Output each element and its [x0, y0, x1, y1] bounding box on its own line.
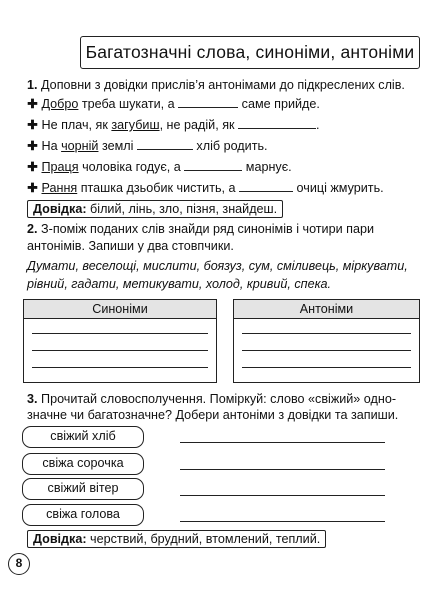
- task3-number: 3.: [27, 392, 38, 406]
- task2-words-line-1: Думати, веселощі, мислити, боязуз, сум, сміливець, міркувати,: [27, 259, 408, 273]
- proverb-1: [27, 97, 320, 112]
- proverb-text: землі: [98, 139, 137, 153]
- task1-instruction-text: Доповни з довідки прислів’я антонімами до підкреслених слів.: [41, 78, 405, 92]
- antonyms-header: Антоніми: [234, 300, 419, 319]
- proverb-text: , не радій, як: [159, 118, 239, 132]
- answer-blank[interactable]: [137, 141, 193, 150]
- answer-line[interactable]: [32, 367, 208, 368]
- proverb-text: треба шукати, а: [78, 97, 179, 111]
- proverb-text: На: [41, 139, 62, 153]
- answer-line[interactable]: [180, 442, 385, 443]
- underlined-word: Праця: [41, 160, 79, 174]
- underlined-word: загубиш: [111, 118, 160, 132]
- task2-instruction-text: З-поміж поданих слів знайди ряд синонімів і чотири пари: [41, 222, 374, 236]
- answer-line[interactable]: [32, 333, 208, 334]
- task3-instruction-line-2: значне чи багатозначне? Добери антоніми з довідки та запиши.: [27, 408, 399, 422]
- task1-hint-box: [27, 200, 283, 218]
- synonyms-header: Синоніми: [24, 300, 216, 319]
- answer-line[interactable]: [180, 469, 385, 470]
- underlined-word: Рання: [41, 181, 78, 195]
- proverb-text: очиці жмурить.: [293, 181, 384, 195]
- proverb-5: [27, 181, 384, 196]
- task3-instruction-text: Прочитай словосполучення. Поміркуй: слово «свіжий» одно-: [41, 392, 397, 406]
- phrase-pill: свіжа сорочка: [22, 453, 144, 475]
- proverb-text: чоловіка годує, а: [78, 160, 185, 174]
- bullet-icon: ✚: [27, 160, 38, 174]
- phrase-pill: свіжий вітер: [22, 478, 144, 500]
- proverb-3: [27, 139, 268, 154]
- task3-instruction-line-1: [27, 392, 396, 407]
- proverb-2: ✚ Не плач, як загубиш, не радій, як .: [27, 118, 320, 132]
- proverb-text: пташка дзьобик чистить, а: [77, 181, 240, 195]
- proverb-text: Не плач, як: [41, 118, 112, 132]
- bullet-icon: ✚: [27, 139, 38, 153]
- antonyms-table: [233, 299, 420, 383]
- proverb-text: саме прийде.: [238, 97, 320, 111]
- answer-line[interactable]: [32, 350, 208, 351]
- task2-number: 2.: [27, 222, 38, 236]
- answer-line[interactable]: [180, 495, 385, 496]
- proverb-text: марнує.: [242, 160, 292, 174]
- synonyms-table: [23, 299, 217, 383]
- hint-label: Довідка:: [33, 202, 87, 216]
- task3-hint-box: [27, 530, 326, 548]
- underlined-word: Добро: [41, 97, 79, 111]
- task2-words-line-2: рівний, гадати, метикувати, холод, кривий, спека.: [27, 277, 332, 291]
- phrase-pill: свіжий хліб: [22, 426, 144, 448]
- answer-line[interactable]: [180, 521, 385, 522]
- page-title: Багатозначні слова, синоніми, антоніми: [80, 36, 420, 69]
- page-number: 8: [8, 553, 30, 575]
- task1-number: 1.: [27, 78, 38, 92]
- underlined-word: чорній: [61, 139, 99, 153]
- task1-instruction: [27, 78, 405, 93]
- answer-line[interactable]: [242, 333, 411, 334]
- answer-blank[interactable]: [239, 183, 293, 192]
- bullet-icon: ✚: [27, 181, 38, 195]
- bullet-icon: ✚: [27, 118, 38, 132]
- hint-text: білий, лінь, зло, пізня, знайдеш.: [86, 202, 278, 216]
- hint-text: черствий, брудний, втомлений, теплий.: [86, 532, 321, 546]
- bullet-icon: ✚: [27, 97, 38, 111]
- proverb-4: [27, 160, 292, 175]
- hint-label: Довідка:: [33, 532, 87, 546]
- answer-blank[interactable]: [184, 162, 242, 171]
- task2-instruction-line-2: антонімів. Запиши у два стовпчики.: [27, 239, 234, 253]
- task2-instruction-line-1: [27, 222, 374, 237]
- answer-blank[interactable]: [178, 99, 238, 108]
- phrase-pill: свіжа голова: [22, 504, 144, 526]
- proverb-text: хліб родить.: [192, 139, 268, 153]
- answer-blank[interactable]: [238, 120, 316, 129]
- answer-line[interactable]: [242, 350, 411, 351]
- answer-line[interactable]: [242, 367, 411, 368]
